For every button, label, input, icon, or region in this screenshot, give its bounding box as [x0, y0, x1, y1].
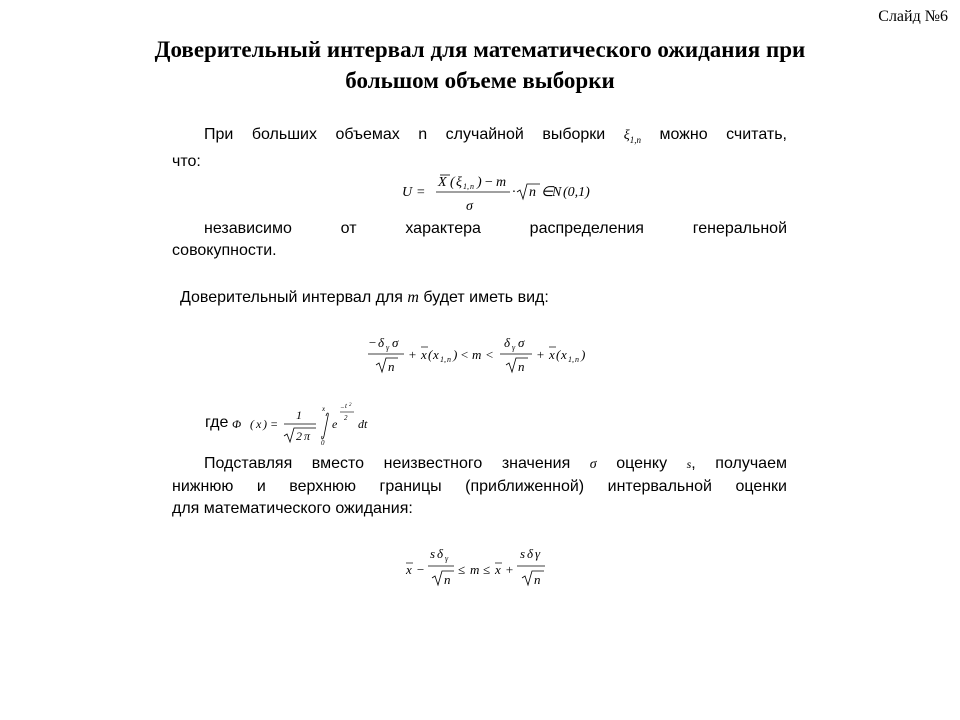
svg-text:σ: σ: [466, 199, 473, 214]
svg-text:x: x: [561, 347, 567, 362]
formula-bounds-svg: [402, 544, 562, 594]
title-line-2: большом объеме выборки: [345, 68, 615, 93]
text-fragment: Подставляя вместо неизвестного значения: [204, 455, 571, 472]
svg-text:1,: 1,: [568, 355, 574, 364]
svg-text:(0,1): (0,1): [563, 185, 590, 200]
svg-text:U: U: [402, 185, 413, 200]
svg-text:−: −: [484, 175, 494, 190]
svg-text:+: +: [505, 562, 514, 577]
svg-text:m: m: [470, 562, 480, 577]
svg-text:x: x: [322, 405, 326, 413]
svg-text:x: x: [495, 562, 501, 577]
formula-u-statistic: [400, 168, 600, 223]
svg-text:n: n: [444, 572, 451, 587]
svg-text:N: N: [552, 185, 562, 200]
svg-text:2: 2: [344, 414, 348, 422]
svg-text:δ: δ: [378, 335, 385, 350]
svg-text:x: x: [421, 347, 427, 362]
slide-title: [60, 34, 900, 96]
svg-text:+: +: [408, 347, 417, 362]
svg-text:δ: δ: [504, 335, 511, 350]
svg-text:γ: γ: [445, 554, 449, 563]
svg-text:2: 2: [349, 403, 352, 408]
svg-text:γ: γ: [386, 343, 390, 352]
paragraph-line: совокупности.: [172, 242, 277, 259]
svg-text:): ): [453, 347, 458, 362]
svg-text:∈: ∈: [541, 185, 554, 200]
formula-laplace-function: [228, 398, 388, 453]
sigma-symbol: σ: [589, 457, 597, 472]
svg-text:x: x: [549, 347, 555, 362]
text-fragment: При больших объемах n случайной выборки: [204, 126, 606, 143]
svg-text:≤: ≤: [458, 562, 466, 577]
text-fragment: оценку: [616, 455, 668, 472]
svg-text:n: n: [388, 359, 395, 374]
svg-text:s: s: [430, 546, 436, 561]
slide-number: Слайд №6: [878, 8, 948, 25]
text-fragment: Доверительный интервал для: [180, 289, 403, 306]
paragraph-interval-intro: [180, 287, 795, 309]
svg-text:e: e: [332, 417, 338, 431]
svg-text:1,: 1,: [463, 182, 469, 191]
text-fragment: где: [205, 414, 229, 431]
svg-text:n: n: [534, 572, 541, 587]
svg-text:n: n: [575, 355, 579, 364]
svg-text:n: n: [470, 182, 474, 191]
svg-text:≤: ≤: [483, 562, 491, 577]
svg-text:=: =: [270, 417, 279, 431]
title-line-1: Доверительный интервал для математического ожидания при: [154, 37, 806, 62]
var-m: m: [407, 289, 419, 306]
xi-symbol: $\xi_{1,n}$: [623, 128, 641, 145]
svg-text:ξ: ξ: [456, 175, 462, 190]
paragraph-sample-size: [172, 124, 787, 173]
svg-text:0: 0: [321, 439, 325, 447]
svg-text:): ): [477, 175, 482, 190]
svg-text:(: (: [428, 347, 433, 362]
svg-text:γ: γ: [512, 343, 516, 352]
svg-text:−: −: [340, 404, 345, 412]
paragraph-line: нижнюю и верхнюю границы (приближенной) интервальной оценки: [172, 478, 787, 495]
paragraph-line: [172, 124, 787, 151]
svg-text:t: t: [345, 402, 347, 410]
svg-text:<: <: [485, 347, 494, 362]
svg-text:): ): [581, 347, 586, 362]
svg-text:γ: γ: [535, 546, 541, 561]
formula-interval-bounds: [402, 544, 562, 599]
svg-text:n: n: [529, 185, 536, 200]
svg-text:(: (: [450, 175, 455, 190]
text-fragment: будет иметь вид:: [423, 289, 549, 306]
svg-text:x: x: [256, 417, 262, 431]
paragraph-line: что:: [172, 152, 201, 170]
text-fragment: можно считать,: [659, 126, 787, 143]
s-symbol: s: [686, 457, 692, 471]
svg-text:·: ·: [512, 185, 516, 200]
svg-text:1,: 1,: [440, 355, 446, 364]
svg-text:n: n: [518, 359, 525, 374]
svg-text:π: π: [304, 429, 311, 443]
svg-text:s: s: [520, 546, 526, 561]
paragraph-independence: [172, 218, 787, 262]
formula-interval-svg: [366, 330, 606, 380]
paragraph-substitution: [172, 453, 787, 520]
text-fragment: , получаем: [691, 455, 787, 472]
formula-laplace-svg: [228, 398, 388, 448]
svg-text:−: −: [416, 562, 425, 577]
svg-text:x: x: [433, 347, 439, 362]
svg-text:): ): [263, 417, 267, 431]
svg-text:dt: dt: [358, 417, 368, 431]
formula-confidence-interval: [366, 330, 606, 385]
paragraph-line: независимо от характера распределения генеральной: [204, 220, 787, 237]
svg-text:(: (: [556, 347, 561, 362]
svg-text:−: −: [368, 335, 377, 350]
svg-text:δ: δ: [527, 546, 534, 561]
svg-text:1: 1: [296, 408, 302, 422]
svg-text:m: m: [496, 175, 507, 190]
svg-text:=: =: [416, 185, 426, 200]
svg-text:x: x: [406, 562, 412, 577]
svg-text:2: 2: [296, 429, 302, 443]
svg-text:+: +: [536, 347, 545, 362]
formula-u-svg: [400, 168, 600, 218]
paragraph-line: для математического ожидания:: [172, 500, 413, 517]
svg-text:n: n: [447, 355, 451, 364]
svg-text:X: X: [438, 175, 447, 190]
svg-text:Φ: Φ: [232, 417, 242, 431]
svg-text:δ: δ: [437, 546, 444, 561]
paragraph-line: [172, 453, 787, 476]
svg-text:<: <: [460, 347, 469, 362]
svg-text:(: (: [250, 417, 254, 431]
svg-text:m: m: [472, 347, 482, 362]
svg-text:σ: σ: [392, 335, 399, 350]
svg-text:σ: σ: [518, 335, 525, 350]
